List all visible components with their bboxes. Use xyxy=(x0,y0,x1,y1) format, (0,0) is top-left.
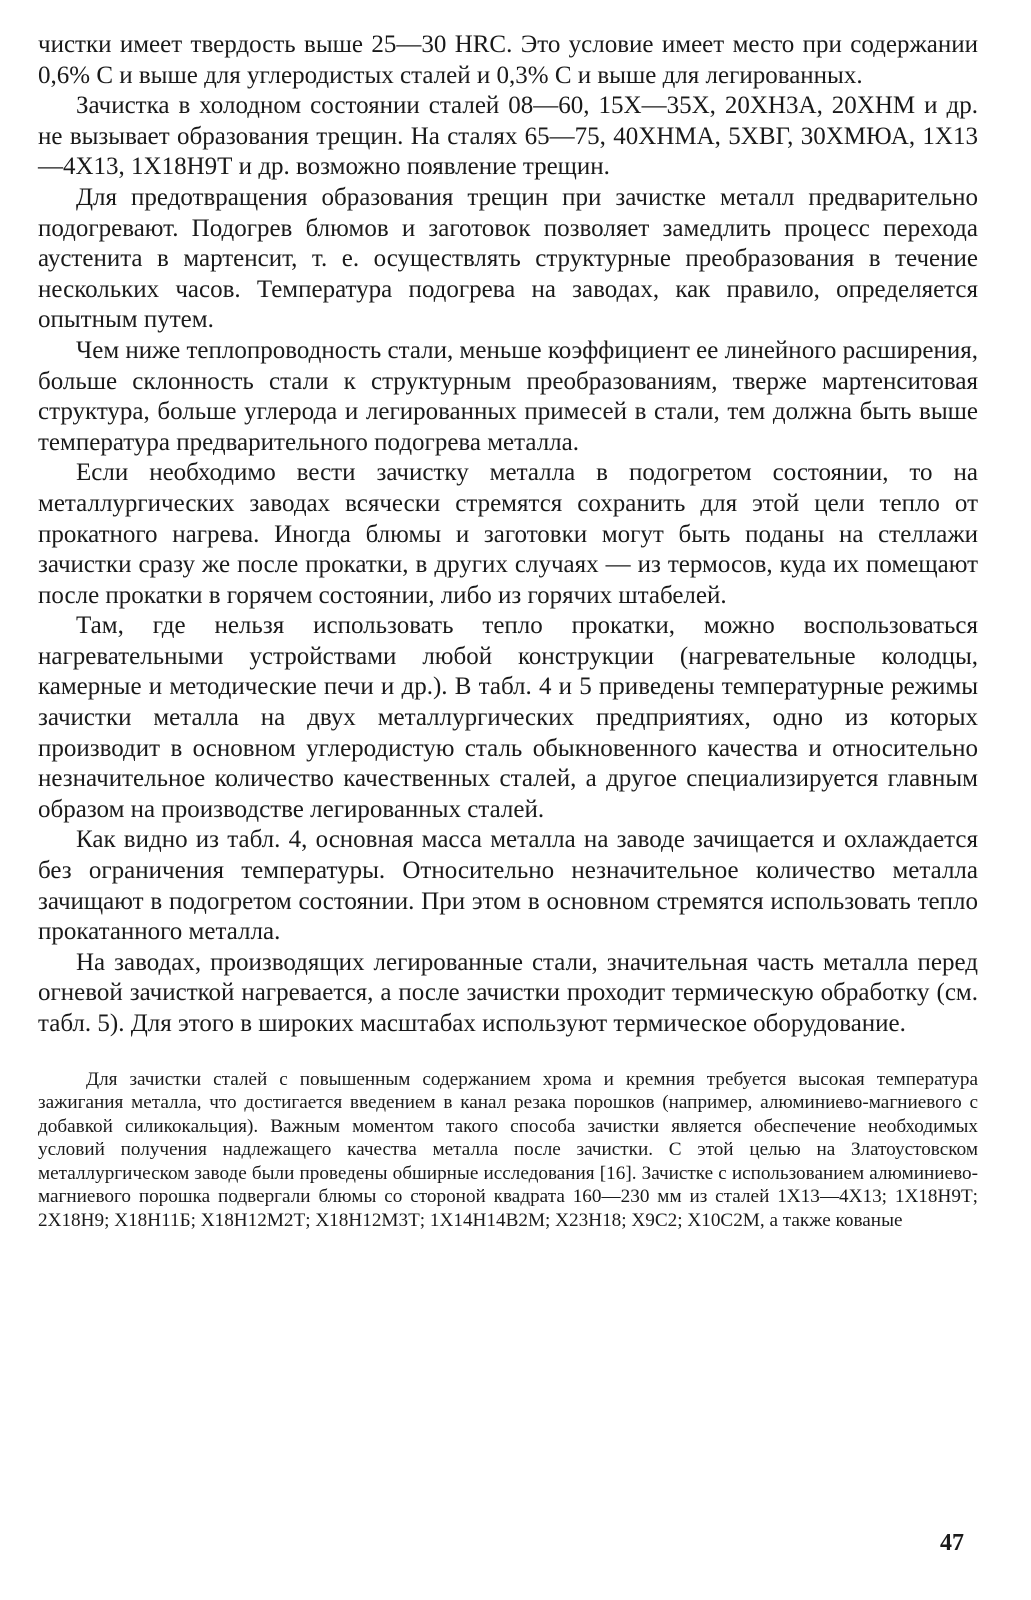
paragraph: Если необходимо вести зачистку металла в подогретом состоянии, то на металлургических заводах всячески стремятся сохранить для этой цели тепло от прокатного нагрева. Иногда блюмы и заготовки могут быть поданы на стеллажи зачистки сразу же после прокатки, в других случаях — из термосов, куда их помещают после прокатки в горячем состоянии, либо из горячих штабелей. xyxy=(38,459,978,609)
paragraph: На заводах, производящих легированные стали, значительная часть металла перед огневой зачисткой нагревается, а после зачистки проходит термическую обработку (см. табл. 5). Для этого в широких масштабах используют термическое оборудование. xyxy=(38,948,978,1037)
small-print-paragraph: Для зачистки сталей с повышенным содержанием хрома и кремния требуется высокая температура зажигания металла, что достигается введением в канал резака порошков (например, алюминиево-магниевого с добавкой силикокальция). Важным моментом такого способа зачистки является обеспечение необходимых условий получения надлежащего качества металла после зачистки. С этой целью на Златоустовском металлургическом заводе были проведены обширные исследования [16]. Зачистке с использованием алюминиево-магниевого порошка подвергали блюмы со стороной квадрата 160—230 мм из сталей 1Х13—4Х13; 1Х18Н9Т; 2Х18Н9; Х18Н11Б; Х18Н12М2Т; Х18Н12М3Т; 1Х14Н14В2М; Х23Н18; Х9С2; Х10С2М, а также кованые xyxy=(38,1068,978,1231)
small-print-section xyxy=(38,1068,978,1233)
paragraph: Чем ниже теплопроводность стали, меньше коэффициент ее линейного расширения, больше склонность стали к структурным преобразованиям, тверже мартенситовая структура, больше углерода и легированных примесей в стали, тем должна быть выше температура предварительного подогрева металла. xyxy=(38,336,978,456)
paragraph: Зачистка в холодном состоянии сталей 08—60, 15Х—35Х, 20ХН3А, 20ХНМ и др. не вызывает образования трещин. На сталях 65—75, 40ХНМА, 5ХВГ, 30ХМЮА, 1Х13—4Х13, 1Х18Н9Т и др. возможно появление трещин. xyxy=(38,92,978,181)
page-number: 47 xyxy=(940,1530,964,1556)
page-body xyxy=(38,30,978,1232)
main-text xyxy=(38,30,978,1040)
paragraph-continuation: чистки имеет твердость выше 25—30 HRC. Это условие имеет место при содержании 0,6% С и выше для углеродистых сталей и 0,3% С и выше для легированных. xyxy=(38,31,978,89)
paragraph: Как видно из табл. 4, основная масса металла на заводе зачищается и охлаждается без ограничения температуры. Относительно незначительное количество металла зачищают в подогретом состоянии. При этом в основном стремятся использовать тепло прокатанного металла. xyxy=(38,826,978,946)
paragraph: Для предотвращения образования трещин при зачистке металл предварительно подогревают. Подогрев блюмов и заготовок позволяет замедлить процесс перехода аустенита в мартенсит, т. е. осуществлять структурные преобразования в течение нескольких часов. Температура подогрева на заводах, как правило, определяется опытным путем. xyxy=(38,183,978,334)
paragraph: Там, где нельзя использовать тепло прокатки, можно воспользоваться нагревательными устройствами любой конструкции (нагревательные колодцы, камерные и методические печи и др.). В табл. 4 и 5 приведены температурные режимы зачистки металла на двух металлургических предприятиях, одно из которых производит в основном углеродистую сталь обыкновенного качества и относительно незначительное количество качественных сталей, а другое специализируется главным образом на производстве легированных сталей. xyxy=(38,612,978,823)
